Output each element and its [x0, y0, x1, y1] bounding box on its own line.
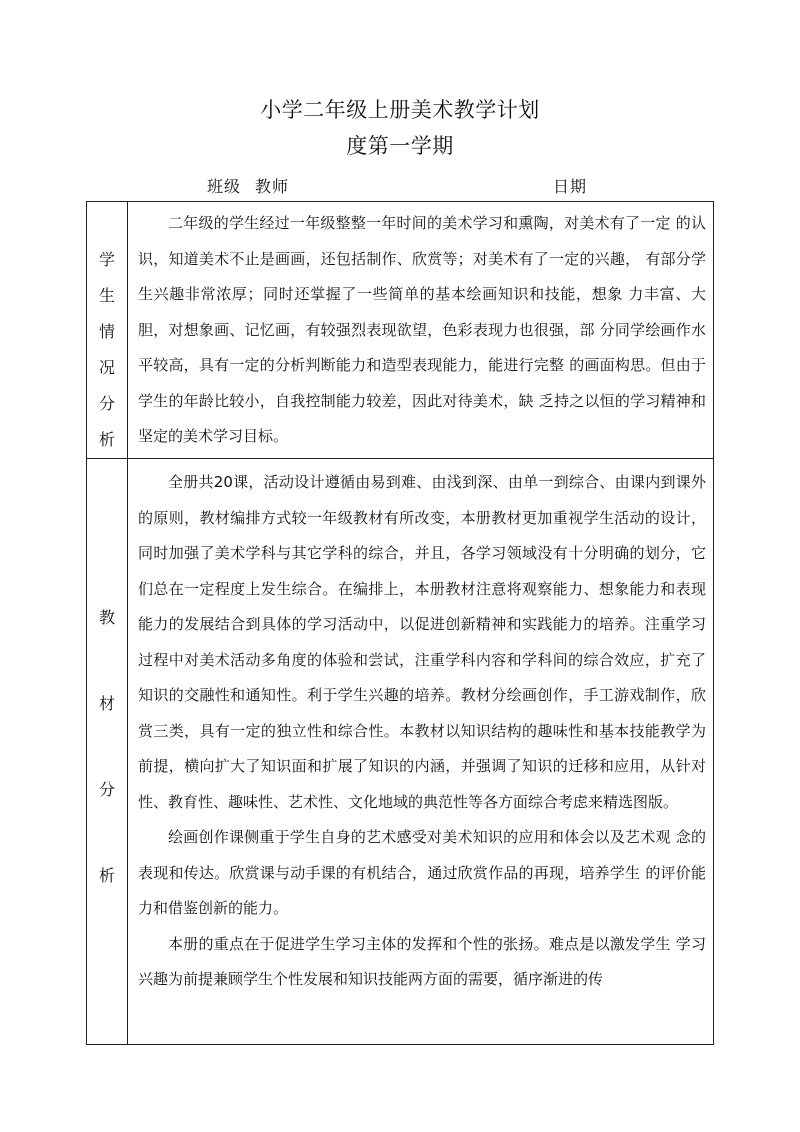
- student-analysis-label-cell: [87, 202, 128, 459]
- label-char: 情: [98, 322, 115, 341]
- textbook-analysis-label-cell: [87, 459, 128, 1045]
- label-char: 学: [98, 250, 115, 269]
- label-char: 教: [98, 608, 115, 627]
- date-label: 日期: [553, 177, 588, 196]
- plan-table: [86, 201, 714, 1045]
- label-char: 生: [98, 286, 115, 305]
- key-points-paragraph: 本册的重点在于促进学生学习主体的发挥和个性的张扬。难点是以激发学生 学习兴趣为前提兼顾学生个性发展和知识技能两方面的需要，循序渐进的传: [138, 934, 706, 988]
- page-subtitle: 度第一学期: [346, 134, 454, 158]
- label-char: 况: [98, 358, 115, 377]
- label-char: 分: [98, 394, 115, 413]
- label-char: 分: [98, 780, 115, 799]
- label-char: 析: [98, 866, 115, 885]
- label-char: 析: [98, 430, 115, 449]
- textbook-analysis-row: [87, 459, 714, 1045]
- textbook-analysis-content: [128, 459, 714, 1045]
- student-analysis-content: [128, 202, 714, 459]
- painting-course-paragraph: 绘画创作课侧重于学生自身的艺术感受对美术知识的应用和体会以及艺术观 念的表现和传达。欣赏课与动手课的有机结合，通过欣赏作品的再现，培养学生 的评价能力和借鉴创新的能力。: [138, 828, 706, 917]
- student-analysis-row: [87, 202, 714, 459]
- teacher-label: 教师: [255, 177, 290, 196]
- textbook-analysis-label: [87, 459, 127, 919]
- textbook-analysis-paragraph: 全册共20课，活动设计遵循由易到难、由浅到深、由单一到综合、由课内到课外的原则，教材编排方式较一年级教材有所改变，本册教材更加重视学生活动的设计，同时加强了美术学科与其它学科的综合，并且，各学习领域没有十分明确的划分，它们总在一定程度上发生综合。在编排上，本册教材注意将观察能力、想象能力和表现能力的发展结合到具体的学习活动中，以促进创新精神和实践能力的培养。注重学习过程中对美术活动多角度的体验和尝试，注重学科内容和学科间的综合效应，扩充了知识的交融性和通知性。利于学生兴趣的培养。教材分绘画创作，手工游戏制作，欣赏三类，具有一定的独立性和综合性。本教材以知识结构的趣味性和基本技能教学为前提，横向扩大了知识面和扩展了知识的内涵，并强调了知识的迁移和应用，从针对性、教育性、趣味性、艺术性、文化地域的典范性等各方面综合考虑来精选图版。: [138, 473, 706, 811]
- label-char: 材: [98, 694, 115, 713]
- student-analysis-label: [87, 202, 127, 458]
- page-title: 小学二年级上册美术教学计划: [260, 98, 540, 122]
- student-analysis-paragraph: 二年级的学生经过一年级整整一年时间的美术学习和熏陶，对美术有了一定 的认识，知道美术不止是画画，还包括制作、欣赏等；对美术有了一定的兴趣， 有部分学生兴趣非常浓厚；同时还掌握了一些简单的基本绘画知识和技能，想象 力丰富、大胆，对想象画、记忆画，有较强烈表现欲望，色彩表现力也很强，部 分同学绘画作水平较高，具有一定的分析判断能力和造型表现能力，能进行完整 的画面构思。但由于学生的年龄比较小，自我控制能力较差，因此对待美术，缺 乏持之以恒的学习精神和坚定的美术学习目标。: [138, 214, 706, 445]
- class-label: 班级: [207, 177, 242, 196]
